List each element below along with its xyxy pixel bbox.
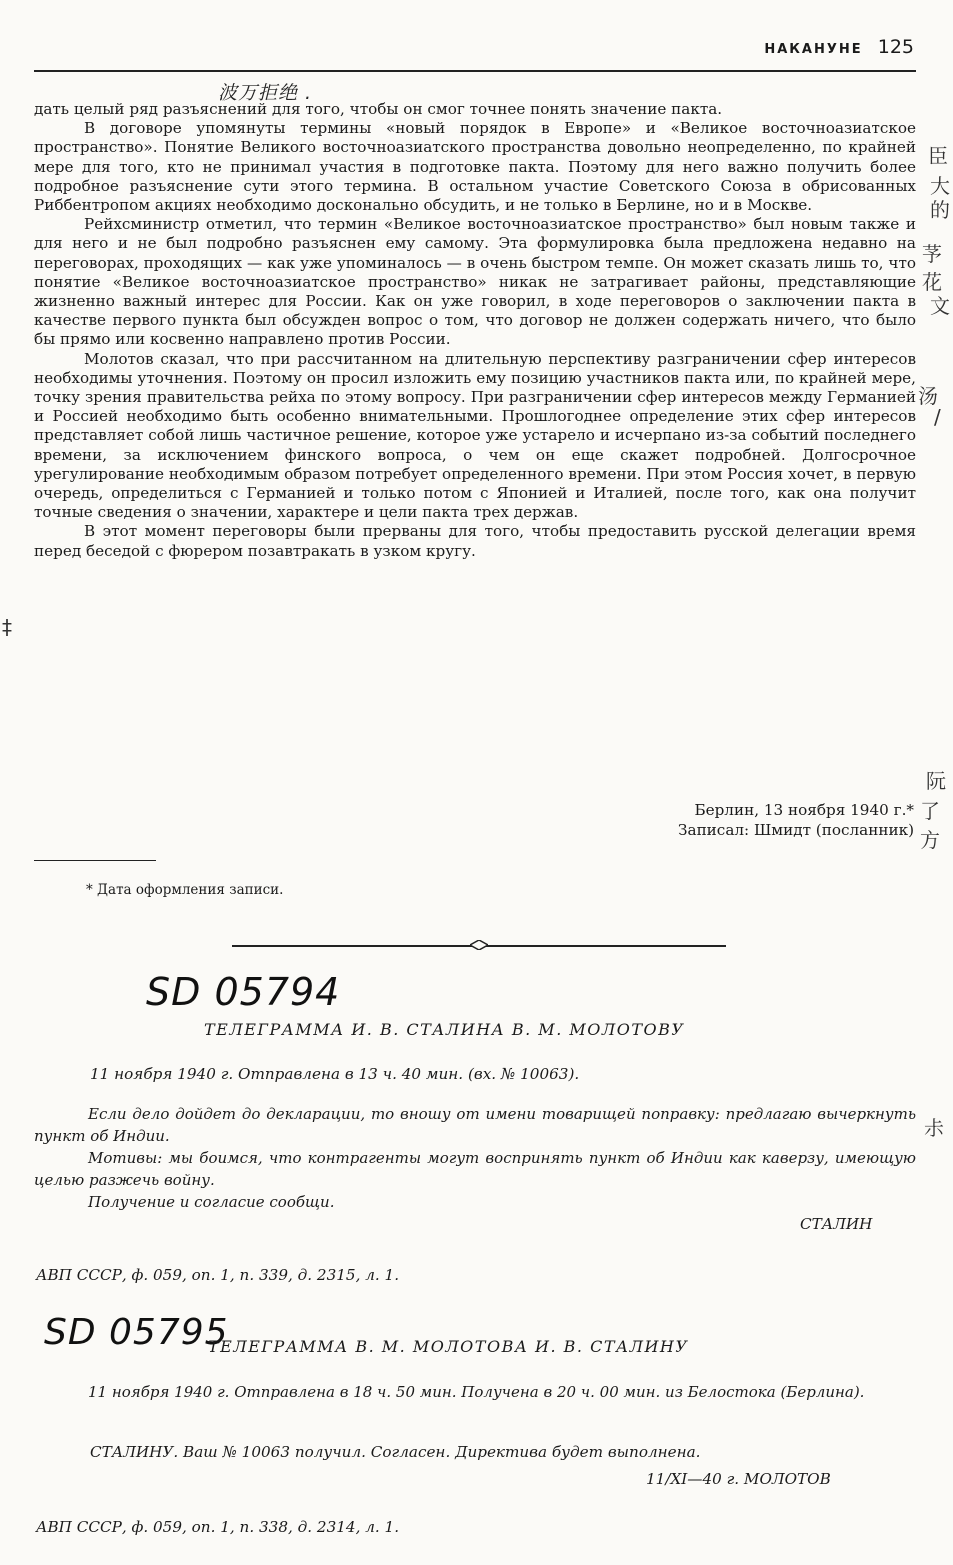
handwritten-stamp: SD 05794 <box>146 970 341 1014</box>
header-rule <box>34 70 916 72</box>
margin-glyph: 汤 <box>918 384 938 408</box>
handwritten-stamp: SD 05795 <box>44 1312 229 1353</box>
paragraph: В договоре упомянуты термины «новый порядок в Европе» и «Великое восточноазиатское пространство». Понятие Великого восточноазиатского пространства довольно неопределенно, по крайней мере для того, кто не принимал участия в подготовке пакта. Поэтому для него важно получить более подробное разъяснение сути этого термина. В остальном участие Советского Союза в обрисованных Риббентропом акциях необходимо досконально обсудить, и не только в Берлине, но и в Москве. <box>34 119 916 215</box>
margin-glyph: 的 <box>930 198 950 222</box>
margin-glyph: 芧 <box>922 242 942 266</box>
doc-body-paragraph: Если дело дойдет до декларации, то вношу от имени товарищей поправку: предлагаю вычеркнуть пункт об Индии. <box>34 1105 916 1145</box>
doc-body: СТАЛИНУ. Ваш № 10063 получил. Согласен. Директива будет выполнена. <box>90 1443 701 1461</box>
section-divider <box>232 940 726 952</box>
margin-glyph: 花 <box>922 270 942 294</box>
doc-title: ТЕЛЕГРАММА И. В. СТАЛИНА В. М. МОЛОТОВУ <box>204 1020 685 1039</box>
margin-glyph: 了方 <box>920 799 940 852</box>
footnote-rule <box>34 860 156 861</box>
doc-dateline: 11 ноября 1940 г. Отправлена в 18 ч. 50 мин. Получена в 20 ч. 00 мин. из Белостока (Берлина). <box>88 1383 865 1401</box>
handwritten-note-top: 波万拒绝 . <box>218 82 313 104</box>
footnote: * Дата оформления записи. <box>86 882 284 898</box>
running-header <box>34 36 914 58</box>
doc-body <box>34 1103 916 1213</box>
margin-glyph: 文 <box>930 294 950 318</box>
divider-ornament-icon <box>470 940 488 950</box>
signoff-recorded-by: Записал: Шмидт (посланник) <box>678 821 914 839</box>
page-number: 125 <box>877 36 914 58</box>
main-text <box>34 100 916 561</box>
doc-title: ТЕЛЕГРАММА В. М. МОЛОТОВА И. В. СТАЛИНУ <box>208 1337 689 1356</box>
paragraph: Молотов сказал, что при рассчитанном на длительную перспективу разграничении сфер интересов необходимы уточнения. Поэтому он просил изложить ему позицию участников пакта или, по крайней мере, точку зрения правительства рейха по этому вопросу. При разграничении сфер интересов между Германией и Россией необходимо быть особенно внимательными. Прошлогоднее определение этих сфер интересов представляет собой лишь частичное решение, которое уже устарело и исчерпано из-за событий последнего времени, за исключением финского вопроса, о чем он еще скажет подробней. Долгосрочное урегулирование необходимым образом потребует определенного времени. При этом Россия хочет, в первую очередь, определиться с Германией и только потом с Японией и Италией, после того, как она получит точные сведения о значении, характере и цели пакта трех держав. <box>34 349 916 522</box>
doc-signature: СТАЛИН <box>800 1215 873 1233</box>
doc-body-paragraph: Получение и согласие сообщи. <box>88 1193 335 1211</box>
paragraph: дать целый ряд разъяснений для того, чтобы он смог точнее понять значение пакта. <box>34 100 723 118</box>
archive-reference: АВП СССР, ф. 059, оп. 1, п. 339, д. 2315, л. 1. <box>36 1266 400 1284</box>
paragraph: В этот момент переговоры были прерваны для того, чтобы предоставить русской делегации время перед беседой с фюрером позавтракать в узком кругу. <box>34 522 916 560</box>
margin-glyph: 臣 <box>928 144 948 168</box>
margin-glyph: 大 <box>930 174 950 198</box>
paragraph: Рейхсминистр отметил, что термин «Великое восточноазиатское пространство» был новым также и для него и не был подробно разъяснен ему самому. Эта формулировка была предложена недавно на переговорах, проходящих — как уже упоминалось — в очень быстром темпе. Он может сказать лишь то, что понятие «Великое восточноазиатское пространство» никак не затрагивает районы, представляющие жизненно важный интерес для России. Как он уже говорил, в ходе переговоров о заключении пакта в качестве первого пункта был обсужден вопрос о том, что договор не должен содержать ничего, что было бы прямо или косвенно направлено против России. <box>34 215 916 349</box>
margin-glyph-left: ‡ <box>2 615 12 639</box>
margin-glyph: 尗 <box>924 1116 944 1140</box>
doc-body-paragraph: Мотивы: мы боимся, что контрагенты могут воспринять пункт об Индии как каверзу, имеющую целью разжечь войну. <box>34 1149 916 1189</box>
doc-dateline: 11 ноября 1940 г. Отправлена в 13 ч. 40 мин. (вх. № 10063). <box>90 1065 580 1083</box>
signoff-place-date: Берлин, 13 ноября 1940 г.* <box>694 801 914 819</box>
doc-signature: 11/XI—40 г. МОЛОТОВ <box>646 1470 831 1488</box>
running-title: НАКАНУНЕ <box>764 42 863 57</box>
margin-glyph: / <box>934 405 941 429</box>
archive-reference: АВП СССР, ф. 059, оп. 1, п. 338, д. 2314, л. 1. <box>36 1518 400 1536</box>
margin-glyph: 阮 <box>926 769 946 793</box>
